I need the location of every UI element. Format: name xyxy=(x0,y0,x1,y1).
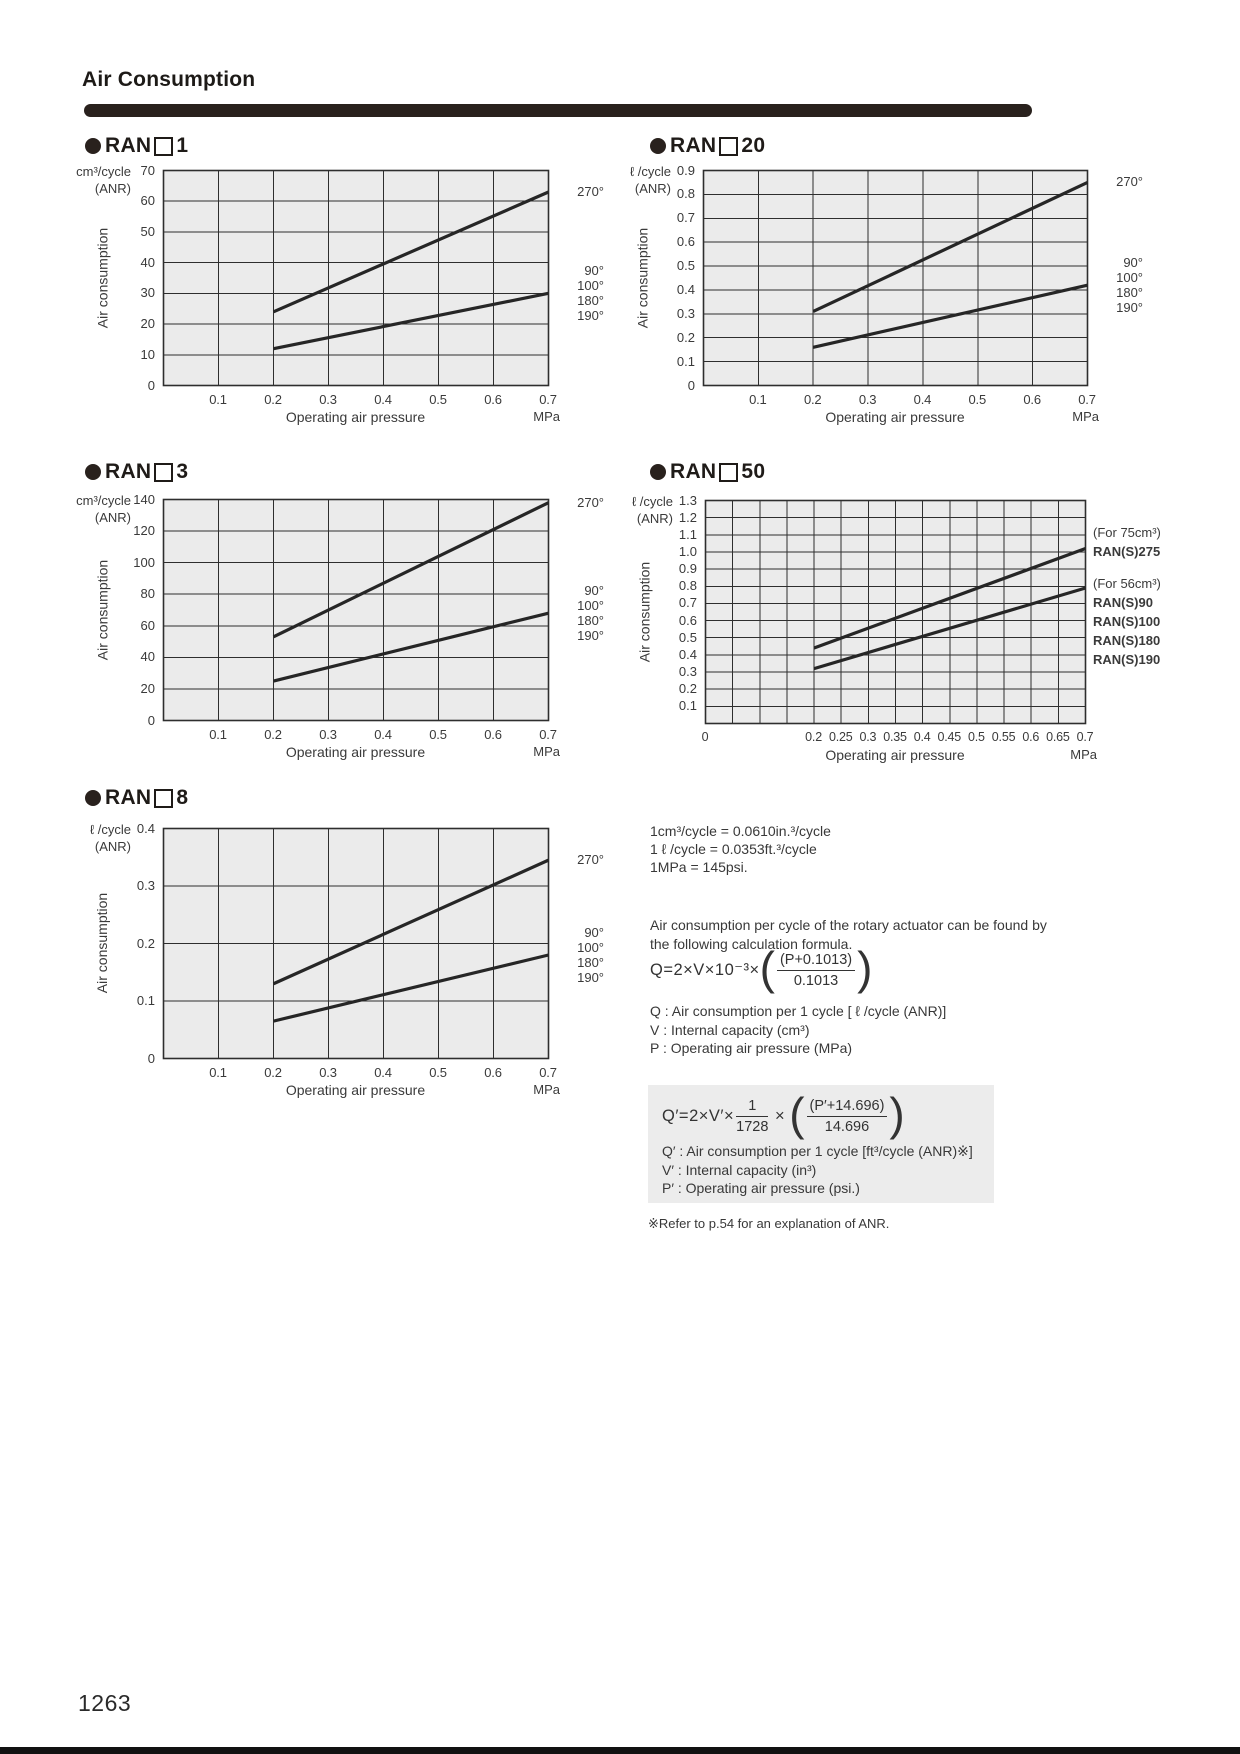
series-label-line: 90° xyxy=(1123,254,1143,270)
chart-title-prefix: RAN xyxy=(105,460,152,483)
x-tick-label: 0.5 xyxy=(429,727,447,742)
formula-imperial xyxy=(662,1088,905,1140)
model-box-icon xyxy=(154,137,173,156)
formula-intro-text: Air consumption per cycle of the rotary actuator can be found by the following calculation formula. xyxy=(650,917,1047,952)
model-box-icon xyxy=(154,789,173,808)
x-tick-label: 0.6 xyxy=(484,1065,502,1080)
formula-metric xyxy=(650,942,873,994)
y-tick-label: 0.5 xyxy=(678,629,697,645)
close-paren: ) xyxy=(857,942,873,994)
chart-section-title-ran8 xyxy=(85,786,188,810)
x-tick-label: 0.6 xyxy=(484,727,502,742)
y-axis-title: Air consumption xyxy=(634,227,650,328)
formula-metric-lhs: Q=2×V×10⁻³× xyxy=(650,961,760,979)
y-axis-title: Air consumption xyxy=(636,561,652,662)
x-tick-label: 0.1 xyxy=(209,1065,227,1080)
series-label-line: 180° xyxy=(577,292,604,308)
y-axis-unit-label xyxy=(3,821,131,855)
y-tick-label: 0 xyxy=(687,377,695,393)
y-tick-label: 0.4 xyxy=(676,281,695,297)
fraction xyxy=(777,952,855,989)
x-tick-label: 0.3 xyxy=(319,727,337,742)
page-title: Air Consumption xyxy=(82,68,256,91)
y-tick-label: 70 xyxy=(140,162,155,178)
x-tick-label: 0.1 xyxy=(209,392,227,407)
y-tick-label: 0.3 xyxy=(676,305,695,321)
bullet-icon xyxy=(85,138,101,154)
y-tick-label: 0.3 xyxy=(678,664,697,680)
anr-footnote: ※Refer to p.54 for an explanation of ANR. xyxy=(648,1216,890,1231)
y-tick-label: 0.1 xyxy=(676,353,695,369)
y-tick-label: 0.9 xyxy=(678,561,697,577)
x-tick-label: 0.2 xyxy=(805,730,822,744)
series-label-line: 90° xyxy=(584,582,604,598)
x-tick-label: 0.5 xyxy=(968,730,985,744)
x-axis-title: Operating air pressure xyxy=(825,747,965,763)
unit-line: (ANR) xyxy=(636,511,673,526)
x-tick-label: 0.2 xyxy=(264,392,282,407)
series-label-line: 180° xyxy=(1116,284,1143,300)
y-tick-label: 20 xyxy=(140,680,155,696)
series-label-line: 90° xyxy=(584,924,604,940)
ran20-series-label-0 xyxy=(1095,174,1143,189)
chart-title-suffix: 8 xyxy=(176,786,189,809)
series-label-line: 270° xyxy=(1116,174,1143,190)
x-tick-label: 0.7 xyxy=(1078,392,1096,407)
bullet-icon xyxy=(85,790,101,806)
x-tick-label: 0.2 xyxy=(264,1065,282,1080)
text-line: 1cm³/cycle = 0.0610in.³/cycle xyxy=(650,823,831,839)
y-tick-label: 0.6 xyxy=(676,234,695,250)
x-tick-label: 0.2 xyxy=(264,727,282,742)
unit-line: cm³/cycle xyxy=(76,493,131,508)
chart-title-suffix: 20 xyxy=(741,134,766,157)
ran8-series-label-1 xyxy=(556,925,604,985)
text-line: V : Internal capacity (cm³) xyxy=(650,1021,810,1038)
x-axis-title: Operating air pressure xyxy=(285,409,426,425)
fraction-denominator: 0.1013 xyxy=(793,972,839,989)
x-tick-label: 0.4 xyxy=(913,730,931,744)
x-tick-label: 0.25 xyxy=(828,730,853,744)
y-tick-label: 1.3 xyxy=(678,492,697,508)
y-tick-label: 0.5 xyxy=(676,258,695,274)
text-line: Q′ : Air consumption per 1 cycle [ft³/cycle (ANR)※] xyxy=(662,1143,973,1159)
chart-title-prefix: RAN xyxy=(670,134,717,157)
unit-line: ℓ /cycle xyxy=(89,822,131,837)
y-tick-label: 0.4 xyxy=(136,820,155,836)
x-tick-label: 0.1 xyxy=(749,392,767,407)
series-label-line: RAN(S)190 xyxy=(1093,651,1161,667)
x-tick-label: 0.7 xyxy=(1076,730,1094,744)
text-line: P′ : Operating air pressure (psi.) xyxy=(662,1180,860,1196)
y-tick-label: 0.2 xyxy=(136,935,155,951)
y-tick-label: 0 xyxy=(147,377,155,393)
y-tick-label: 0.3 xyxy=(136,878,155,893)
chart-section-title-ran50 xyxy=(650,460,765,484)
chart-section-title-ran1 xyxy=(85,134,188,158)
series-label-line: 180° xyxy=(577,954,604,970)
series-label-line: 270° xyxy=(577,494,604,510)
y-tick-label: 0.2 xyxy=(678,681,697,697)
series-label-line: 100° xyxy=(577,277,604,293)
x-tick-label: 0.35 xyxy=(883,730,907,744)
series-label-line: RAN(S)90 xyxy=(1093,594,1153,610)
fraction-denominator: 14.696 xyxy=(824,1118,870,1135)
chart-section-title-ran20 xyxy=(650,134,765,158)
series-label-line: 100° xyxy=(1116,269,1143,285)
x-tick-label: 0.4 xyxy=(374,1065,392,1080)
unit-line: ℓ /cycle xyxy=(631,494,673,509)
x-tick-label: 0.5 xyxy=(968,392,987,407)
y-tick-label: 80 xyxy=(140,586,155,602)
y-tick-label: 1.2 xyxy=(678,509,697,525)
x-tick-label: 0 xyxy=(701,730,709,744)
x-tick-label: 0.6 xyxy=(484,392,502,407)
metric-definitions xyxy=(650,1002,946,1058)
x-tick-label: 0.4 xyxy=(913,392,932,407)
formula-imperial-lhs: Q′=2×V′× xyxy=(662,1106,735,1125)
chart-title-suffix: 50 xyxy=(741,460,766,483)
x-axis-title: Operating air pressure xyxy=(285,1082,426,1098)
series-label-line: 180° xyxy=(577,612,604,628)
series-label-line: 190° xyxy=(577,307,604,323)
chart-title-suffix: 1 xyxy=(176,134,189,157)
unit-line: (ANR) xyxy=(94,181,131,196)
y-tick-label: 0.8 xyxy=(678,578,697,594)
y-axis-title: Air consumption xyxy=(94,892,110,994)
fraction-numerator: 1 xyxy=(736,1098,768,1117)
y-tick-label: 60 xyxy=(140,193,155,209)
x-tick-label: 0.5 xyxy=(429,1065,447,1080)
ran8-plot xyxy=(162,827,550,1060)
x-axis-unit: MPa xyxy=(1072,409,1099,424)
x-tick-label: 0.6 xyxy=(1022,730,1040,744)
open-paren: ( xyxy=(759,942,775,994)
y-tick-label: 0.2 xyxy=(676,329,695,345)
ran3-series-label-1 xyxy=(556,583,604,643)
model-box-icon xyxy=(154,463,173,482)
y-tick-label: 20 xyxy=(140,316,155,332)
y-tick-label: 60 xyxy=(140,617,155,633)
x-tick-label: 0.3 xyxy=(319,392,337,407)
y-axis-title: Air consumption xyxy=(94,227,110,328)
y-tick-label: 0.4 xyxy=(678,646,697,662)
text-line: Q : Air consumption per 1 cycle [ ℓ /cycle (ANR)] xyxy=(650,1003,947,1019)
x-axis-title: Operating air pressure xyxy=(825,409,965,425)
fraction xyxy=(736,1098,768,1135)
ran50-series-label-0 xyxy=(1093,523,1205,561)
x-tick-label: 0.7 xyxy=(539,727,557,742)
series-label-line: (For 56cm³) xyxy=(1093,575,1161,591)
series-label-line: 190° xyxy=(577,627,604,643)
model-box-icon xyxy=(719,137,738,156)
x-tick-label: 0.7 xyxy=(539,1065,557,1080)
y-tick-label: 30 xyxy=(140,285,155,301)
y-tick-label: 40 xyxy=(140,254,155,270)
y-tick-label: 0 xyxy=(147,712,155,728)
x-tick-label: 0.3 xyxy=(859,730,877,744)
x-axis-unit: MPa xyxy=(533,744,560,759)
model-box-icon xyxy=(719,463,738,482)
y-tick-label: 1.1 xyxy=(678,526,697,542)
x-tick-label: 0.55 xyxy=(991,730,1016,744)
y-tick-label: 50 xyxy=(140,223,155,239)
ran1-plot xyxy=(162,169,550,387)
ran3-plot xyxy=(162,498,550,722)
x-tick-label: 0.4 xyxy=(374,727,392,742)
y-tick-label: 0.8 xyxy=(676,186,695,202)
y-tick-label: 0.7 xyxy=(678,595,697,611)
x-axis-unit: MPa xyxy=(1070,747,1097,762)
chart-title-suffix: 3 xyxy=(176,460,189,483)
x-axis-unit: MPa xyxy=(533,1082,560,1097)
x-tick-label: 0.3 xyxy=(858,392,877,407)
x-tick-label: 0.3 xyxy=(319,1065,337,1080)
ran20-plot xyxy=(702,169,1089,387)
y-tick-label: 0.1 xyxy=(678,698,697,714)
y-tick-label: 0.1 xyxy=(136,993,155,1008)
chart-title-prefix: RAN xyxy=(670,460,717,483)
y-tick-label: 1.0 xyxy=(678,543,697,559)
series-label-line: 190° xyxy=(577,969,604,985)
series-label-line: 100° xyxy=(577,597,604,613)
ran8-series-label-0 xyxy=(556,852,604,867)
title-underline-bar xyxy=(84,104,1032,117)
chart-title-prefix: RAN xyxy=(105,134,152,157)
series-label-line: 270° xyxy=(577,852,604,868)
fraction xyxy=(807,1098,888,1135)
text-line: V′ : Internal capacity (in³) xyxy=(662,1161,817,1178)
y-tick-label: 140 xyxy=(133,491,155,507)
unit-line: (ANR) xyxy=(634,181,671,196)
y-tick-label: 0.7 xyxy=(676,210,695,226)
chart-title-prefix: RAN xyxy=(105,786,152,809)
text-line: P : Operating air pressure (MPa) xyxy=(650,1040,853,1056)
y-axis-unit-label xyxy=(3,163,131,197)
x-tick-label: 0.5 xyxy=(429,392,447,407)
chart-section-title-ran3 xyxy=(85,460,188,484)
unit-line: cm³/cycle xyxy=(76,164,131,179)
x-tick-label: 0.1 xyxy=(209,727,227,742)
y-tick-label: 0.9 xyxy=(676,162,695,178)
unit-line: (ANR) xyxy=(94,839,131,854)
x-tick-label: 0.2 xyxy=(803,392,822,407)
unit-line: ℓ /cycle xyxy=(629,164,671,179)
y-tick-label: 100 xyxy=(133,554,155,570)
series-label-line: 190° xyxy=(1116,299,1143,315)
fraction-numerator: (P′+14.696) xyxy=(807,1098,888,1117)
unit-conversion-notes xyxy=(650,822,831,876)
ran1-series-label-1 xyxy=(556,263,604,323)
y-tick-label: 40 xyxy=(140,649,155,665)
fraction-numerator: (P+0.1013) xyxy=(777,952,855,971)
page-number: 1263 xyxy=(78,1690,132,1716)
series-label-line: 100° xyxy=(577,939,604,955)
x-axis-unit: MPa xyxy=(533,409,560,424)
ran20-series-label-1 xyxy=(1095,255,1143,315)
y-axis-unit-label xyxy=(545,493,673,527)
series-label-line: RAN(S)180 xyxy=(1093,632,1161,648)
series-label-line: RAN(S)100 xyxy=(1093,613,1161,629)
x-tick-label: 0.45 xyxy=(937,730,962,744)
close-paren: ) xyxy=(889,1088,905,1140)
y-tick-label: 0 xyxy=(147,1050,155,1066)
bullet-icon xyxy=(85,464,101,480)
y-tick-label: 120 xyxy=(133,523,155,539)
y-tick-label: 10 xyxy=(140,346,155,362)
x-tick-label: 0.6 xyxy=(1023,392,1041,407)
series-label-line: RAN(S)275 xyxy=(1093,544,1161,560)
unit-line: (ANR) xyxy=(94,510,131,525)
fraction-denominator: 1728 xyxy=(736,1118,769,1135)
y-axis-unit-label xyxy=(3,492,131,526)
bullet-icon xyxy=(650,138,666,154)
page-edge-bar xyxy=(0,1747,1240,1754)
imperial-definitions xyxy=(662,1142,973,1198)
series-label-line: 90° xyxy=(584,262,604,278)
x-tick-label: 0.7 xyxy=(539,392,557,407)
text-line: 1 ℓ /cycle = 0.0353ft.³/cycle xyxy=(650,841,817,857)
series-label-line: 270° xyxy=(577,184,604,199)
open-paren: ( xyxy=(789,1088,805,1140)
bullet-icon xyxy=(650,464,666,480)
ran50-series-label-1 xyxy=(1093,574,1205,669)
y-axis-unit-label xyxy=(543,163,671,197)
x-axis-title: Operating air pressure xyxy=(285,744,426,760)
x-tick-label: 0.65 xyxy=(1046,730,1070,744)
text-line: 1MPa = 145psi. xyxy=(650,859,748,875)
x-tick-label: 0.4 xyxy=(374,392,392,407)
ran50-plot xyxy=(704,499,1087,725)
y-tick-label: 0.6 xyxy=(678,612,697,628)
times-sign: × xyxy=(770,1106,790,1125)
y-axis-title: Air consumption xyxy=(94,559,110,660)
series-label-line: (For 75cm³) xyxy=(1093,525,1161,541)
